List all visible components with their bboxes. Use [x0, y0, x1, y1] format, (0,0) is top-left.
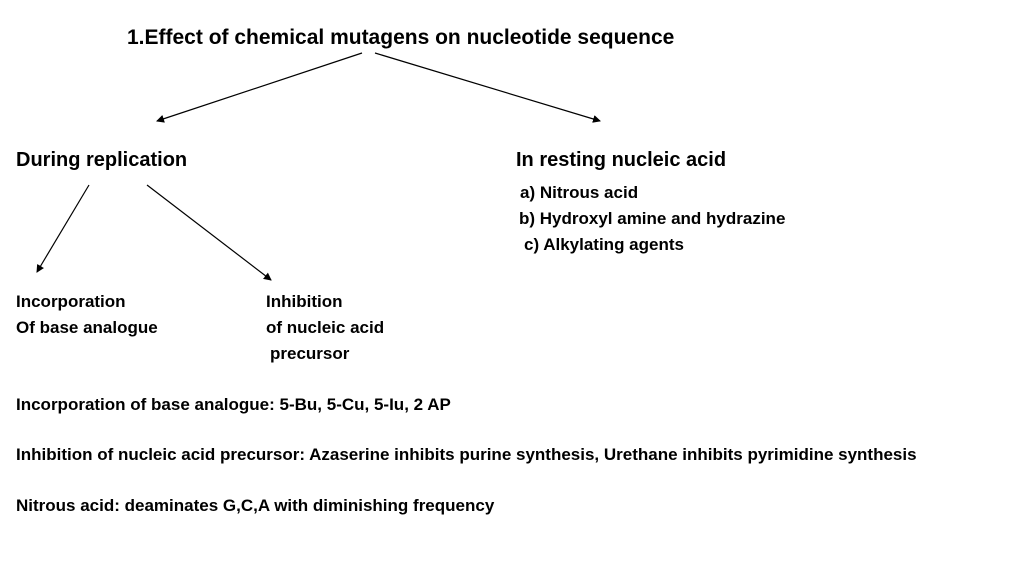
sub-incorporation-line2: Of base analogue: [16, 318, 158, 337]
arrow-replication-to-incorporation: [37, 185, 89, 272]
resting-item-nitrous-acid: a) Nitrous acid: [520, 183, 639, 202]
branch-heading-replication: During replication: [16, 149, 188, 171]
note-precursor-inhibition: Inhibition of nucleic acid precursor: Azaserine inhibits purine synthesis, Urethane inhibits pyrimidine synthesis: [16, 445, 917, 464]
resting-item-hydroxyl-amine: b) Hydroxyl amine and hydrazine: [519, 209, 786, 228]
resting-item-alkylating-agents: c) Alkylating agents: [524, 235, 684, 254]
branch-heading-resting: In resting nucleic acid: [516, 149, 727, 171]
arrow-replication-to-inhibition: [147, 185, 271, 280]
diagram-title: 1.Effect of chemical mutagens on nucleotide sequence: [127, 26, 675, 49]
sub-inhibition-line3: precursor: [270, 344, 350, 363]
sub-incorporation-line1: Incorporation: [16, 292, 126, 311]
arrow-title-to-resting: [375, 53, 600, 121]
arrow-title-to-replication: [157, 53, 362, 121]
sub-inhibition-line1: Inhibition: [266, 292, 343, 311]
sub-inhibition-line2: of nucleic acid: [266, 318, 385, 337]
note-base-analogue: Incorporation of base analogue: 5-Bu, 5-Cu, 5-Iu, 2 AP: [16, 395, 451, 414]
note-nitrous-acid: Nitrous acid: deaminates G,C,A with diminishing frequency: [16, 496, 495, 515]
